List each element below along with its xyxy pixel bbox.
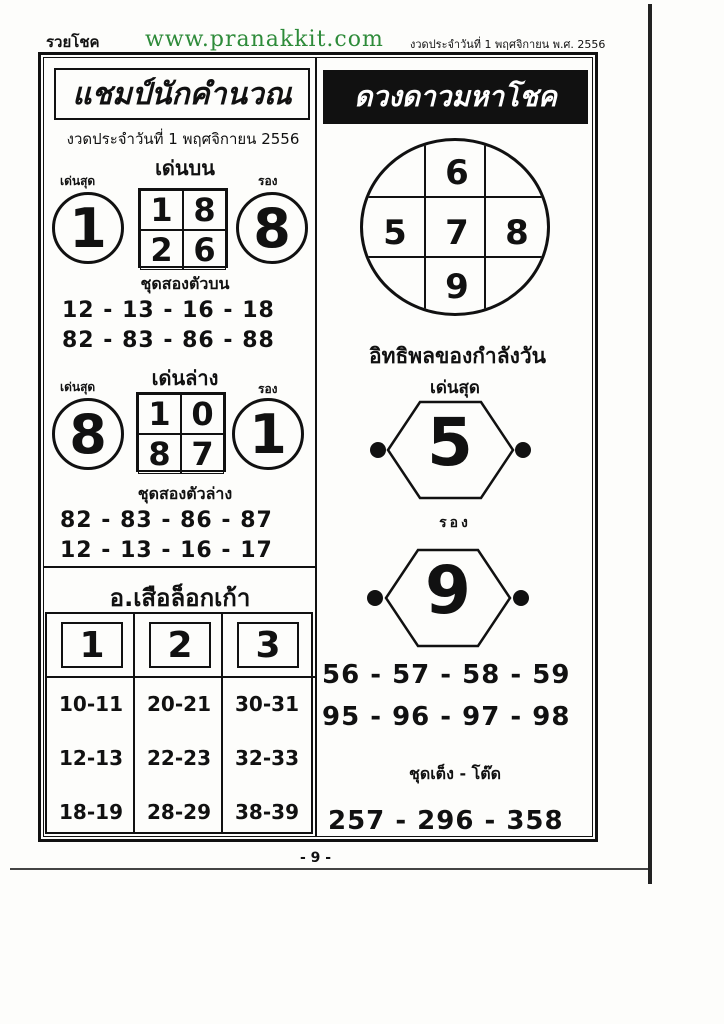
tiger-cell: 22-23 — [147, 746, 211, 770]
bottom-grid-cell: 1 — [138, 394, 181, 434]
bottom-second-circle: 1 — [232, 398, 304, 470]
star-center: 7 — [445, 213, 469, 253]
bottom-second-label: รอง — [258, 382, 278, 396]
bottom-heading: เด่นล่าง — [151, 366, 219, 390]
bottom-main-label: เด่นสุด — [60, 380, 96, 394]
top-main-circle: 1 — [52, 192, 124, 264]
top-grid-cell: 8 — [183, 190, 226, 230]
bottom-main-circle: 8 — [52, 398, 124, 470]
tiger-head-1: 1 — [61, 622, 123, 668]
tiger-cell: 12-13 — [59, 746, 123, 770]
bottom-pairs-line1: 82 - 83 - 86 - 87 — [60, 508, 273, 533]
top-second-label: รอง — [258, 174, 278, 188]
bottom-number-grid — [136, 392, 226, 472]
top-grid-cell: 6 — [183, 230, 226, 270]
tiger-cell: 28-29 — [147, 800, 211, 824]
section-divider — [43, 566, 315, 568]
bottom-pairs-line2: 12 - 13 - 16 - 17 — [60, 538, 273, 563]
tiger-table — [45, 612, 313, 834]
star-circle — [360, 138, 550, 316]
top-grid-cell: 2 — [140, 230, 183, 270]
tiger-cell: 20-21 — [147, 692, 211, 716]
influence-second-number: 9 — [425, 552, 471, 629]
star-bottom: 9 — [445, 267, 469, 307]
tiger-cell: 32-33 — [235, 746, 299, 770]
header-date: งวดประจำวันที่ 1 พฤศจิกายน พ.ศ. 2556 — [410, 38, 606, 51]
left-date-line: งวดประจำวันที่ 1 พฤศจิกายน 2556 — [66, 130, 300, 148]
top-number-grid — [138, 188, 228, 268]
bottom-grid-cell: 7 — [181, 434, 224, 474]
set-label: ชุดเต็ง - โต๊ด — [408, 764, 502, 783]
bottom-pairs-heading: ชุดสองตัวล่าง — [137, 484, 233, 503]
column-divider — [315, 57, 317, 837]
tiger-title: อ.เสือล็อกเก้า — [109, 584, 251, 612]
influence-main-label: เด่นสุด — [430, 378, 480, 398]
influence-title: อิทธิพลของกำลังวัน — [369, 344, 546, 368]
right-line1: 56 - 57 - 58 - 59 — [322, 660, 571, 690]
tiger-head-3: 3 — [237, 622, 299, 668]
top-pairs-heading: ชุดสองตัวบน — [140, 274, 230, 293]
tiger-cell: 18-19 — [59, 800, 123, 824]
header-brand: รวยโชค — [46, 33, 100, 51]
tiger-head-2: 2 — [149, 622, 211, 668]
left-title: แชมป์นักคำนวณ — [54, 68, 310, 120]
page-right-edge — [648, 4, 652, 884]
top-heading: เด่นบน — [155, 156, 215, 180]
page-bottom-rule — [10, 868, 650, 870]
header-website[interactable]: www.pranakkit.com — [145, 27, 384, 52]
star-left: 5 — [383, 213, 407, 253]
right-title: ดวงดาวมหาโชค — [323, 70, 588, 124]
page-number: - 9 - — [300, 850, 332, 866]
right-line2: 95 - 96 - 97 - 98 — [322, 702, 571, 732]
tiger-cell: 10-11 — [59, 692, 123, 716]
influence-second-label: รอง — [439, 515, 471, 531]
bottom-grid-cell: 0 — [181, 394, 224, 434]
tiger-head-divider — [47, 676, 315, 678]
top-pairs-line2: 82 - 83 - 86 - 88 — [62, 328, 275, 353]
star-top: 6 — [445, 153, 469, 193]
bottom-grid-cell: 8 — [138, 434, 181, 474]
tiger-cell: 30-31 — [235, 692, 299, 716]
tiger-cell: 38-39 — [235, 800, 299, 824]
influence-main-number: 5 — [427, 404, 473, 481]
star-right: 8 — [505, 213, 529, 253]
set-numbers: 257 - 296 - 358 — [328, 806, 564, 836]
top-pairs-line1: 12 - 13 - 16 - 18 — [62, 298, 275, 323]
top-main-label: เด่นสุด — [60, 174, 96, 188]
top-second-circle: 8 — [236, 192, 308, 264]
top-grid-cell: 1 — [140, 190, 183, 230]
